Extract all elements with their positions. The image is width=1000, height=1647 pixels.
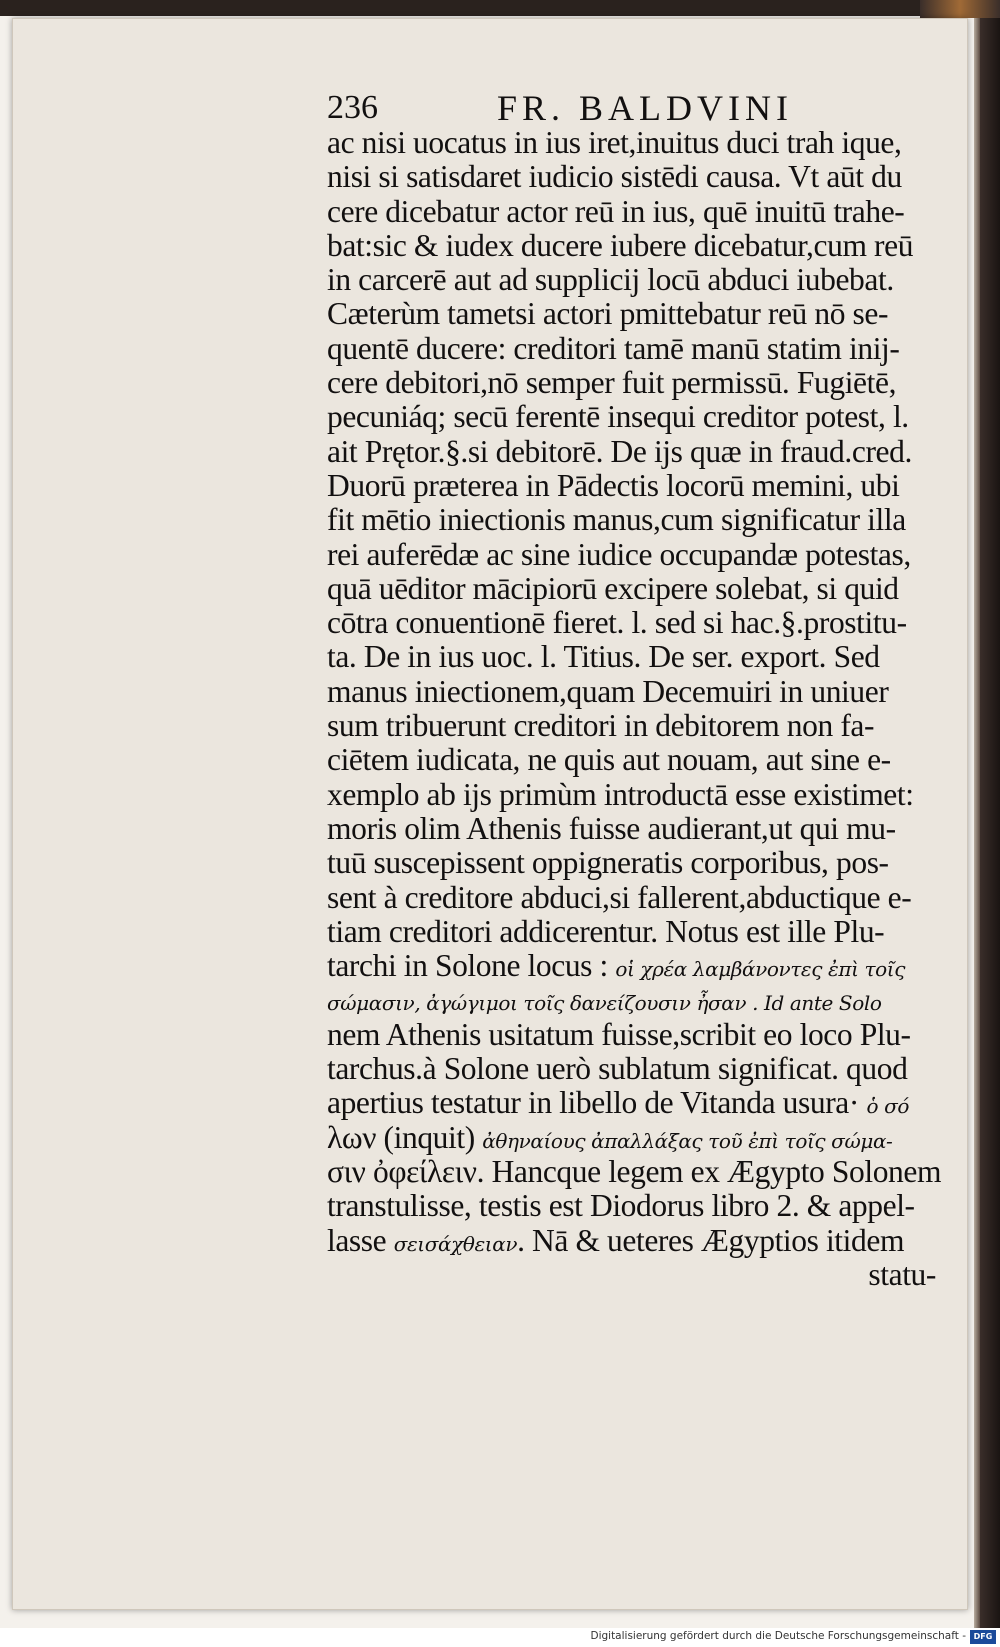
- text-segment: apertius testatur in libello de Vitanda usura·: [327, 1085, 859, 1121]
- text-line: fit mētio iniectionis manus,cum significatur illa: [327, 502, 906, 538]
- funding-credit: Digitalisierung gefördert durch die Deutsche Forschungsgemeinschaft -: [590, 1630, 966, 1642]
- text-line: sum tribuerunt creditori in debitorem non fa-: [327, 708, 875, 744]
- text-line-with-greek: [327, 1121, 952, 1155]
- text-line: xemplo ab ijs primùm introductā esse existimet:: [327, 776, 914, 812]
- text-segment: lasse: [327, 1222, 387, 1258]
- text-line: cere dicebatur actor reū in ius, quē inuitū trahe-: [327, 193, 905, 229]
- page-number: 236: [327, 89, 378, 126]
- text-line: transtulisse, testis est Diodorus libro 2. & appel-: [327, 1188, 915, 1224]
- text-line: pecuniáq; secū ferentē insequi creditor potest, l.: [327, 399, 909, 435]
- body-text: [327, 126, 952, 1292]
- text-segment: tarchi in Solone locus :: [327, 948, 608, 984]
- text-line: σιν ὀφείλειν. Hancque legem ex Ægypto Solonem: [327, 1153, 942, 1189]
- text-line: ta. De in ius uoc. l. Titius. De ser. export. Sed: [327, 639, 880, 675]
- footer-bar: [0, 1628, 1000, 1647]
- text-line: in carcerē aut ad supplicij locū abduci iubebat.: [327, 262, 894, 298]
- text-line: Cæterùm tametsi actori pmittebatur reū nō se-: [327, 296, 889, 332]
- text-line: ac nisi uocatus in ius iret,inuitus duci trah ique,: [327, 125, 902, 160]
- greek-quotation: οἱ χρέα λαμβάνοντες ἐπὶ τοῖς: [615, 957, 906, 982]
- page-header: [327, 85, 952, 131]
- text-line-with-greek: [327, 983, 952, 1017]
- book-spine: [980, 0, 1000, 1628]
- text-line: bat:sic & iudex ducere iubere dicebatur,cum reū: [327, 227, 914, 263]
- text-line: quā uēditor mācipiorū excipere solebat, si quid: [327, 570, 899, 606]
- page-content: [327, 85, 952, 1292]
- text-line: tiam creditori addicerentur. Notus est ille Plu-: [327, 913, 885, 949]
- running-title: FR. BALDVINI: [497, 88, 794, 128]
- text-line: rei auferēdæ ac sine iudice occupandæ potestas,: [327, 536, 911, 572]
- text-line: quentē ducere: creditori tamē manū statim inij-: [327, 330, 900, 366]
- text-line: sent à creditore abduci,si fallerent,abductique e-: [327, 879, 912, 915]
- text-line-with-greek: [327, 1224, 952, 1258]
- dfg-logo: DFG: [970, 1630, 996, 1644]
- greek-text-segment: σώμασιν, ἀγώγιμοι τοῖς δανείζουσιν ἦσαν . Id ante Solo: [327, 991, 882, 1016]
- text-segment: λων (inquit): [327, 1119, 475, 1155]
- catchword: statu-: [868, 1256, 936, 1292]
- book-cover-corner: [920, 0, 1000, 18]
- text-line: tuū suscepissent oppigneratis corporibus, pos-: [327, 845, 889, 881]
- text-line: manus iniectionem,quam Decemuiri in uniuer: [327, 673, 889, 709]
- scan-top-edge: [0, 0, 1000, 16]
- book-page: [12, 18, 968, 1610]
- text-line: ciētem iudicata, ne quis aut nouam, aut sine e-: [327, 742, 891, 778]
- text-line-with-greek: [327, 949, 952, 983]
- text-segment: . Nā & ueteres Ægyptios itidem: [517, 1222, 905, 1258]
- greek-quotation: σεισάχθειαν: [393, 1231, 518, 1256]
- text-line: tarchus.à Solone uerò sublatum significat. quod: [327, 1051, 908, 1087]
- greek-quotation: ἀθηναίους ἀπαλλάξας τοῦ ἐπὶ τοῖς σώμα-: [482, 1128, 893, 1153]
- text-line: moris olim Athenis fuisse audierant,ut qui mu-: [327, 810, 896, 846]
- text-line: nem Athenis usitatum fuisse,scribit eo loco Plu-: [327, 1016, 911, 1052]
- greek-quotation: ὁ σό: [866, 1094, 909, 1119]
- text-line: cōtra conuentionē fieret. l. sed si hac.§.prostitu-: [327, 605, 907, 641]
- text-line: ait Prętor.§.si debitorē. De ijs quæ in fraud.cred.: [327, 433, 912, 469]
- text-line: nisi si satisdaret iudicio sistēdi causa. Vt aūt du: [327, 159, 902, 195]
- text-line: cere debitori,nō semper fuit permissū. Fugiētē,: [327, 365, 897, 401]
- text-line-with-greek: [327, 1086, 952, 1120]
- text-line: Duorū præterea in Pādectis locorū memini, ubi: [327, 467, 900, 503]
